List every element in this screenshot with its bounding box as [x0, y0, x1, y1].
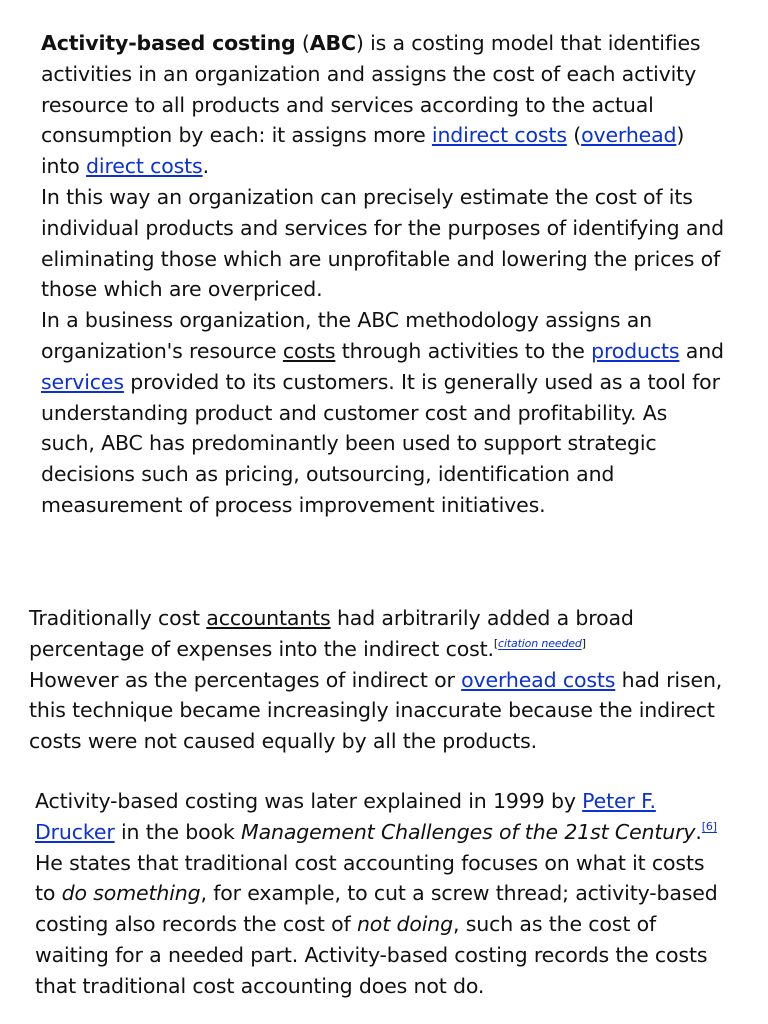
text: , such as the cost of [452, 912, 657, 937]
text-line [41, 120, 753, 151]
bracket: [ [493, 636, 499, 650]
text-line [29, 665, 757, 696]
term-bold: ABC [309, 31, 356, 55]
text: ) [676, 123, 685, 148]
text-line: measurement of process improvement initiatives. [41, 492, 546, 517]
underlined-term-costs[interactable]: costs [282, 338, 336, 363]
link-citation-needed[interactable]: citation needed [498, 636, 582, 650]
text-line [41, 367, 753, 398]
bracket: ] [581, 636, 586, 650]
text-line [41, 28, 753, 59]
text-line [35, 878, 747, 909]
text-line [29, 603, 757, 634]
paragraph-traditional-costing [29, 603, 757, 757]
text-line: In this way an organization can precisely estimate the cost of its [41, 184, 693, 209]
text-line: waiting for a needed part. Activity-based costing records the costs [35, 942, 708, 967]
text: and [679, 338, 724, 363]
link-indirect-costs[interactable]: indirect costs [431, 123, 567, 148]
text: had arbitrarily added a broad [330, 606, 634, 630]
text-line [35, 817, 747, 848]
text-line: eliminating those which are unprofitable and lowering the prices of [41, 246, 721, 271]
paragraph-drucker [35, 786, 747, 1002]
citation-needed-superscript [494, 637, 586, 650]
text-line [35, 909, 747, 940]
reference-superscript [702, 820, 717, 833]
text-line: such, ABC has predominantly been used to support strategic [41, 431, 657, 456]
emphasis: not doing [356, 912, 453, 937]
text: , for example, to cut a screw thread; activity-based [200, 881, 718, 906]
text-line: those which are overpriced. [41, 277, 323, 302]
link-direct-costs[interactable]: direct costs [86, 154, 203, 179]
text-line: resource to all products and services according to the actual [41, 92, 654, 117]
text: . [202, 154, 209, 179]
text-line [29, 634, 757, 665]
link-overhead[interactable]: overhead [581, 123, 677, 148]
book-title: Management Challenges of the 21st Century [241, 819, 696, 844]
text-line: decisions such as pricing, outsourcing, identification and [41, 462, 615, 487]
link-drucker[interactable]: Drucker [35, 819, 115, 844]
emphasis: do something [61, 881, 201, 906]
text-line: costs were not caused equally by all the products. [29, 729, 538, 754]
text: in the book [114, 819, 242, 844]
text-line: that traditional cost accounting does not do. [35, 973, 485, 998]
text: through activities to the [335, 338, 592, 363]
text: Traditionally cost [29, 606, 207, 630]
text-line [41, 151, 753, 182]
text-line: understanding product and customer cost and profitability. As [41, 400, 668, 425]
text-line [41, 336, 753, 367]
text: had risen, [615, 667, 723, 692]
text: ) is a costing model that identifies [355, 31, 701, 55]
text: consumption by each: it assigns more [41, 123, 432, 148]
text-line: He states that traditional cost accounting focuses on what it costs [35, 850, 705, 875]
text: into [41, 154, 87, 179]
text: organization's resource [41, 338, 283, 363]
link-overhead-costs[interactable]: overhead costs [461, 667, 616, 692]
text-line: this technique became increasingly inaccurate because the indirect [29, 698, 715, 723]
paragraph-activity-based-costing-intro [41, 28, 753, 521]
text: Activity-based costing was later explained in 1999 by [35, 789, 583, 813]
text-line: In a business organization, the ABC methodology assigns an [41, 308, 652, 333]
text: provided to its customers. It is generally used as a tool for [123, 369, 720, 394]
link-reference-6[interactable]: [6] [701, 819, 717, 833]
underlined-term-accountants[interactable]: accountants [206, 606, 331, 630]
text: to [35, 881, 62, 906]
text: ( [295, 31, 310, 55]
text: However as the percentages of indirect or [29, 667, 462, 692]
link-services[interactable]: services [41, 369, 124, 394]
text-line: individual products and services for the purposes of identifying and [41, 215, 724, 240]
link-products[interactable]: products [591, 338, 680, 363]
text-line [35, 786, 747, 817]
text: costing also records the cost of [35, 912, 357, 937]
text: percentage of expenses into the indirect cost. [29, 636, 494, 661]
text: ( [566, 123, 582, 148]
text-line: activities in an organization and assigns the cost of each activity [41, 61, 697, 86]
term-bold: Activity-based costing [41, 31, 296, 55]
text: . [695, 819, 702, 844]
link-peter-f-drucker[interactable]: Peter F. [582, 789, 656, 813]
